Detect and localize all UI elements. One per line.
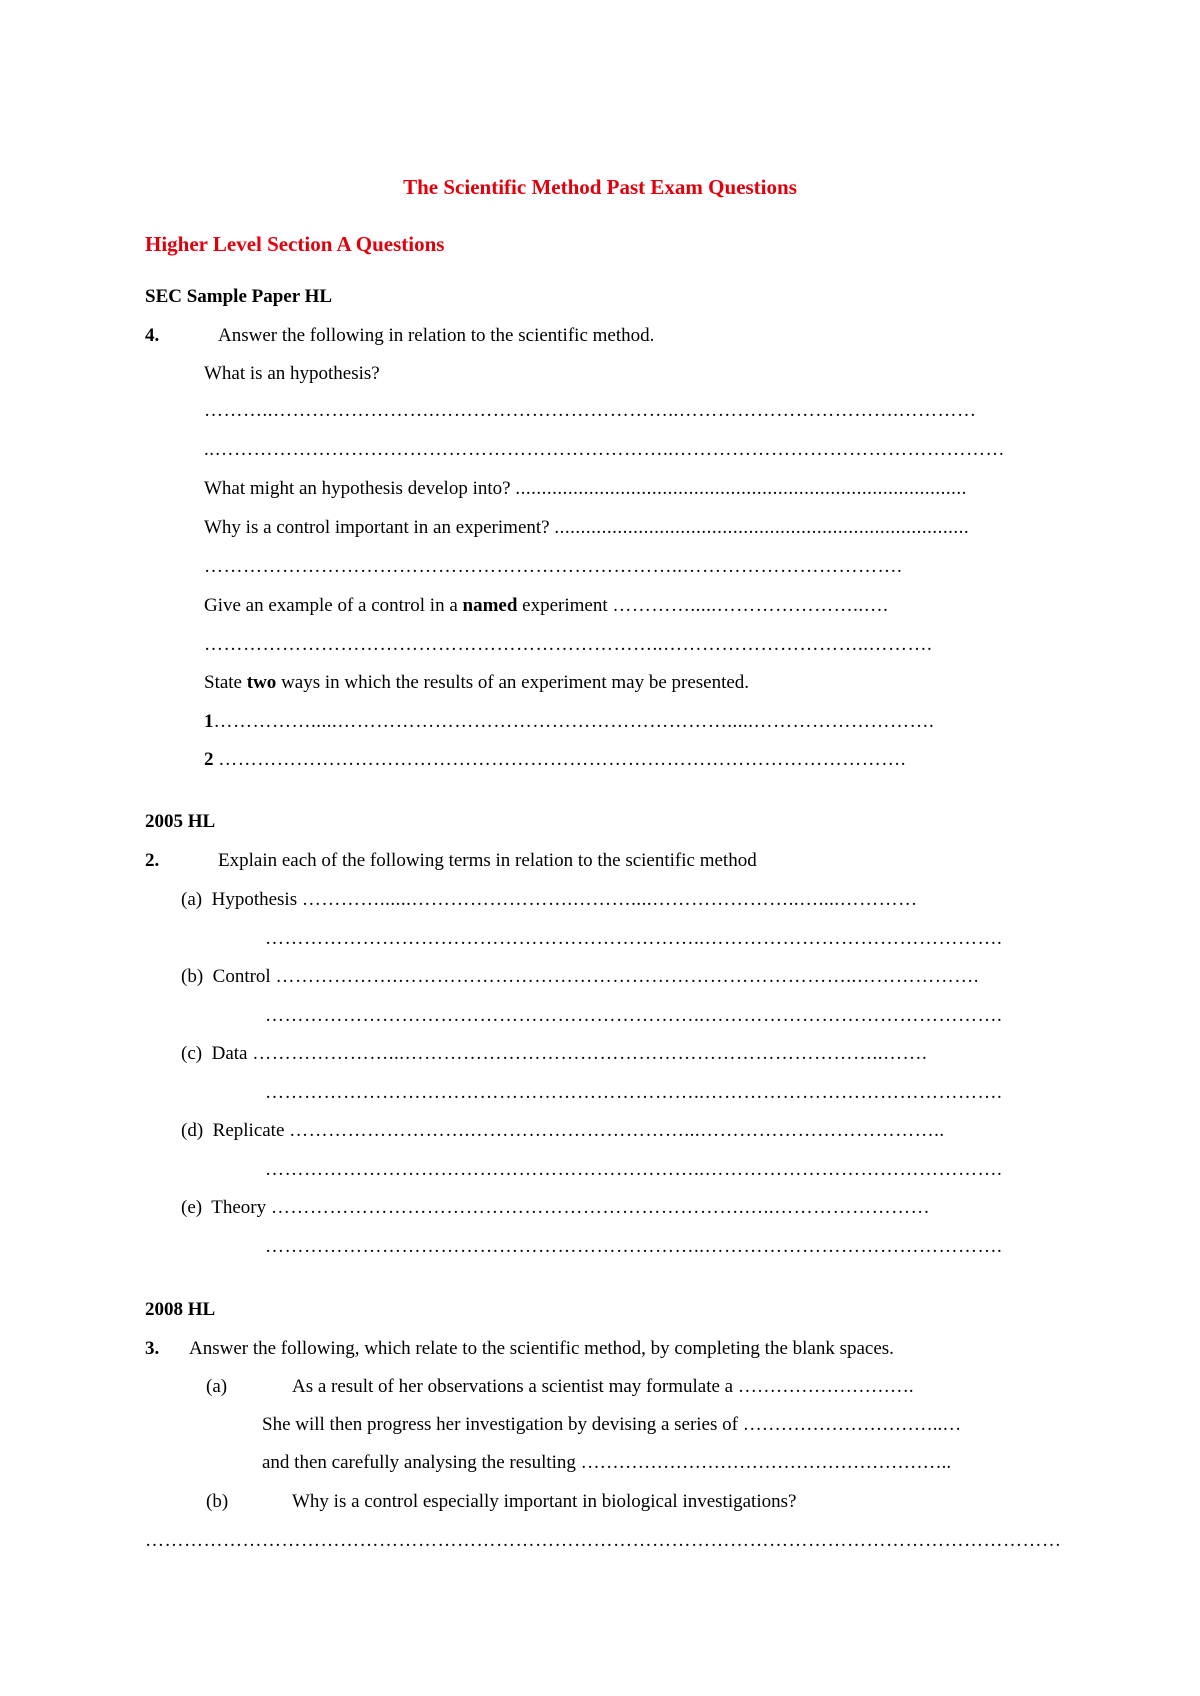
question-example-pre: Give an example of a control in a: [204, 595, 463, 616]
question-state-pre: State: [204, 672, 247, 693]
part-a-line: She will then progress her investigation by devising a series of …………………………..…: [262, 1414, 962, 1435]
question-state: [204, 673, 749, 692]
item-label: 1: [204, 711, 214, 732]
hl2005-heading: 2005 HL: [145, 811, 216, 832]
term-letter: (b): [181, 966, 204, 987]
term-item: [181, 1198, 930, 1217]
answer-line: ……………………….……………………………...………………………………..: [289, 1120, 945, 1141]
answer-line: ……………………………………………………………………………………………………………………………: [145, 1530, 1062, 1551]
answer-line: ………………………………………………………………..…………………………….: [204, 556, 903, 577]
question-example: [204, 596, 888, 615]
question-number: 3.: [145, 1338, 160, 1359]
answer-line: …………………………………………………………..……………………………………….: [265, 1236, 1003, 1257]
question-state-bold: two: [246, 672, 277, 693]
answer-line: ...............................................................................: [554, 517, 970, 538]
question-develop: [204, 479, 967, 498]
answer-line: …………......…………………….………....…………………..…....…………: [301, 889, 918, 910]
part-label: (b): [206, 1491, 229, 1512]
item-label: 2: [204, 749, 214, 770]
question-number: 2.: [145, 850, 160, 871]
part-a-line: As a result of her observations a scientist may formulate a ……………………….: [292, 1376, 914, 1397]
answer-line: …………….....…………………………………………………….....……………………….: [213, 711, 935, 732]
term-name: Replicate: [212, 1120, 285, 1141]
part-a-line: and then carefully analysing the resulting …………………………………………………..: [262, 1452, 952, 1473]
answer-line: ……………….……………………………………………………………..……………….: [275, 966, 979, 987]
term-item: [181, 967, 979, 986]
term-item: [181, 1121, 945, 1140]
term-letter: (e): [181, 1197, 203, 1218]
question-control: [204, 518, 969, 537]
term-name: Theory: [211, 1197, 267, 1218]
term-letter: (a): [181, 889, 203, 910]
sec-sample-heading: SEC Sample Paper HL: [145, 286, 333, 307]
answer-line: ……………………………………………………………..…………………………..……….: [204, 634, 933, 655]
answer-line: …………………………………………………………..……………………………………….: [265, 928, 1003, 949]
part-b-question: Why is a control especially important in biological investigations?: [292, 1491, 797, 1512]
answer-item-2: [204, 750, 906, 769]
question-control-text: Why is a control important in an experiment?: [204, 517, 550, 538]
hl2008-heading: 2008 HL: [145, 1299, 216, 1320]
question-example-post: experiment: [517, 595, 608, 616]
question-text: Answer the following, which relate to the scientific method, by completing the blank spaces.: [189, 1338, 894, 1359]
term-item: [181, 890, 918, 909]
term-letter: (d): [181, 1120, 204, 1141]
answer-line: ……………………………………………………………….…..……………………: [270, 1197, 931, 1218]
term-item: [181, 1044, 927, 1063]
question-state-post: ways in which the results of an experiment may be presented.: [276, 672, 750, 693]
answer-line: …………………………………………………………..……………………………………….: [265, 1159, 1003, 1180]
question-text: Answer the following in relation to the scientific method.: [218, 325, 655, 346]
term-name: Control: [212, 966, 271, 987]
question-develop-text: What might an hypothesis develop into?: [204, 478, 511, 499]
question-number: 4.: [145, 325, 160, 346]
answer-line: ..……………………………………………………………..……………………………………………: [204, 439, 1005, 460]
section-heading: Higher Level Section A Questions: [145, 232, 445, 256]
page-title: The Scientific Method Past Exam Questions: [403, 175, 797, 199]
term-letter: (c): [181, 1043, 203, 1064]
term-name: Data: [211, 1043, 248, 1064]
answer-line: …………………………………………………………..……………………………………….: [265, 1005, 1003, 1026]
answer-line: ......................................................................................: [515, 478, 967, 499]
question-text: Explain each of the following terms in relation to the scientific method: [218, 850, 757, 871]
answer-line: …………………………………………………………..……………………………………….: [265, 1082, 1003, 1103]
question-example-bold: named: [462, 595, 518, 616]
answer-item-1: [204, 712, 934, 731]
answer-line: ………….....…………………..….: [612, 595, 889, 616]
part-label: (a): [206, 1376, 228, 1397]
answer-line: …………………………………………………………………………………………….: [218, 749, 906, 770]
term-name: Hypothesis: [211, 889, 298, 910]
answer-line: ………..…………………….………………………………..…………………………….…………: [204, 400, 977, 421]
answer-line: …………………...………………………………………………………………..…….: [252, 1043, 928, 1064]
question-hypothesis: What is an hypothesis?: [204, 363, 380, 384]
